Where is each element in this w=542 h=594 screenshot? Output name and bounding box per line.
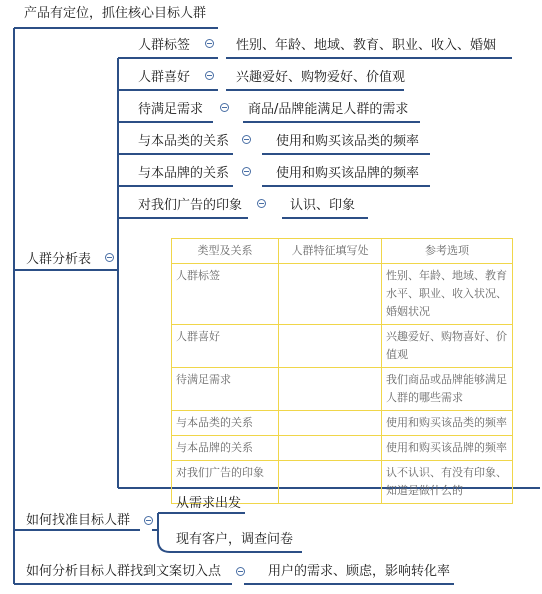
branch-label: 与本品牌的关系 [138,166,230,181]
collapse-icon[interactable] [236,567,245,576]
table-cell[interactable] [279,368,382,411]
table-cell: 我们商品或品牌能够满足人群的哪些需求 [382,368,513,411]
branch-detail: 商品/品牌能满足人群的需求 [248,102,409,117]
table-cell: 兴趣爱好、购物喜好、价值观 [382,325,513,368]
table-cell: 对我们广告的印象 [172,461,279,504]
table-cell[interactable] [279,461,382,504]
table-cell[interactable] [279,325,382,368]
table-row [172,436,513,461]
branch-detail: 兴趣爱好、购物爱好、价值观 [236,70,406,85]
collapse-icon[interactable] [220,103,229,112]
root-topic: 产品有定位，抓住核心目标人群 [24,6,207,21]
table-cell[interactable] [279,436,382,461]
analysis-table [171,238,513,504]
collapse-icon[interactable] [144,516,153,525]
table-header: 类型及关系 [172,239,279,264]
entry-topic: 如何分析目标人群找到文案切入点 [26,564,222,579]
table-cell[interactable] [279,411,382,436]
table-cell: 与本品牌的关系 [172,436,279,461]
branch-label: 与本品类的关系 [138,134,230,149]
table-row [172,264,513,325]
table-cell: 待满足需求 [172,368,279,411]
branch-detail: 使用和购买该品牌的频率 [276,166,420,181]
table-cell: 使用和购买该品牌的频率 [382,436,513,461]
find-child: 现有客户，调查问卷 [176,532,294,547]
branch-label: 人群标签 [138,38,191,53]
table-row [172,368,513,411]
branch-detail: 使用和购买该品类的频率 [276,134,420,149]
analysis-topic: 人群分析表 [26,252,92,267]
branch-detail: 性别、年龄、地域、教育、职业、收入、婚姻 [236,38,497,53]
table-header-row [172,239,513,264]
table-cell: 使用和购买该品类的频率 [382,411,513,436]
find-topic: 如何找准目标人群 [26,513,131,528]
branch-label: 对我们广告的印象 [138,198,243,213]
table-header: 人群特征填写处 [279,239,382,264]
table-cell: 与本品类的关系 [172,411,279,436]
table-cell: 人群喜好 [172,325,279,368]
branch-label: 待满足需求 [138,102,204,117]
collapse-icon[interactable] [205,71,214,80]
collapse-icon[interactable] [257,199,266,208]
collapse-icon[interactable] [242,167,251,176]
collapse-icon[interactable] [242,135,251,144]
branch-detail: 认识、印象 [290,198,356,213]
table-cell: 人群标签 [172,264,279,325]
table-header: 参考选项 [382,239,513,264]
table-cell[interactable] [279,264,382,325]
find-child: 从需求出发 [176,496,242,511]
table-row [172,325,513,368]
table-cell: 性别、年龄、地域、教育水平、职业、收入状况、婚姻状况 [382,264,513,325]
collapse-icon[interactable] [105,253,114,262]
collapse-icon[interactable] [205,39,214,48]
table-row [172,411,513,436]
entry-detail: 用户的需求、顾虑，影响转化率 [268,564,451,579]
table-cell: 认不认识、有没有印象、知道是做什么的 [382,461,513,504]
branch-label: 人群喜好 [138,70,191,85]
